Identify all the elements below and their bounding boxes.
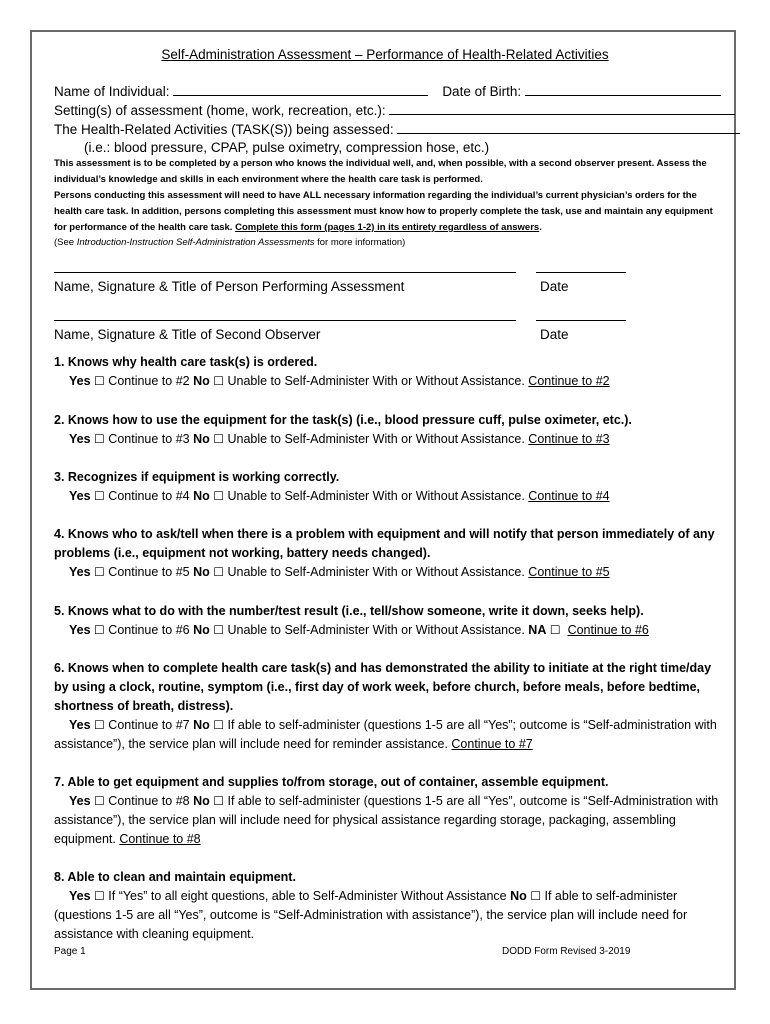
yes-checkbox[interactable]: ☐ xyxy=(94,432,105,446)
question-1 xyxy=(54,353,719,391)
question-text: 1. Knows why health care task(s) is ordered. xyxy=(54,355,318,369)
continue-link: Continue to #4 xyxy=(528,489,610,503)
yes-checkbox[interactable]: ☐ xyxy=(94,374,105,388)
na-label: NA xyxy=(528,623,547,637)
task-examples: (i.e.: blood pressure, CPAP, pulse oximetry, compression hose, etc.) xyxy=(84,140,490,155)
no-checkbox[interactable]: ☐ xyxy=(213,374,224,388)
no-checkbox[interactable]: ☐ xyxy=(213,623,224,637)
no-checkbox[interactable]: ☐ xyxy=(530,889,542,903)
question-4 xyxy=(54,525,719,582)
question-text: 7. Able to get equipment and supplies to/from storage, out of container, assemble equipment. xyxy=(54,775,609,789)
question-3 xyxy=(54,468,719,506)
no-checkbox[interactable]: ☐ xyxy=(213,565,224,579)
no-checkbox[interactable]: ☐ xyxy=(213,718,224,732)
yes-checkbox[interactable]: ☐ xyxy=(94,565,105,579)
name-label: Name of Individual: xyxy=(54,84,174,99)
yes-checkbox[interactable]: ☐ xyxy=(94,889,105,903)
performer-signature-line[interactable] xyxy=(54,272,516,273)
tasks-input-line[interactable] xyxy=(397,121,740,134)
continue-link: Continue to #2 xyxy=(528,374,610,388)
question-text: 6. Knows when to complete health care task(s) and has demonstrated the ability to initiate at the right time/day by using a clock, routine, symptom (i.e., first day of work week, before church, before meals, before bedtime, shortness of breath, distress). xyxy=(54,661,712,713)
question-7 xyxy=(54,773,719,849)
instruction-paragraph-1: This assessment is to be completed by a person who knows the individual well, and, when possible, with a second observer present. Assess the individual’s knowledge and skills in each environment where the health care task is performed. xyxy=(54,158,707,185)
observer-date-line[interactable] xyxy=(536,320,626,321)
answer-row: Yes ☐ Continue to #7 No ☐ If able to self-administer (questions 1-5 are all “Yes”; outcome is “Self-administration with assistance”), the service plan will include need for reminder assistance. Continue to #7 xyxy=(54,718,717,751)
observer-date-label: Date xyxy=(540,327,569,342)
yes-checkbox[interactable]: ☐ xyxy=(94,489,105,503)
answer-row: Yes ☐ Continue to #3 No ☐ Unable to Self-Administer With or Without Assistance. Continue to #3 xyxy=(69,432,610,446)
tasks-label: The Health-Related Activities (TASK(S)) being assessed: xyxy=(54,122,398,137)
no-checkbox[interactable]: ☐ xyxy=(213,489,224,503)
question-text: 3. Recognizes if equipment is working correctly. xyxy=(54,470,340,484)
page-title: Self-Administration Assessment – Performance of Health-Related Activities xyxy=(161,47,609,62)
answer-row: Yes ☐ Continue to #6 No ☐ Unable to Self-Administer With or Without Assistance. NA ☐ Continue to #6 xyxy=(69,623,649,637)
question-2 xyxy=(54,411,719,449)
continue-link: Continue to #7 xyxy=(451,737,533,751)
answer-row: Yes ☐ Continue to #8 No ☐ If able to self-administer (questions 1-5 are all “Yes”, outcome is “Self-Administration with assistance”), the service plan will include need for physical assistance regarding storage, packaging, assembling equipment. Continue to #8 xyxy=(54,794,719,846)
name-dob-row xyxy=(54,83,721,99)
dob-label: Date of Birth: xyxy=(442,84,525,99)
answer-row: Yes ☐ Continue to #2 No ☐ Unable to Self-Administer With or Without Assistance. Continue to #2 xyxy=(69,374,610,388)
continue-link: Continue to #8 xyxy=(119,832,201,846)
yes-checkbox[interactable]: ☐ xyxy=(94,794,105,808)
question-6 xyxy=(54,659,719,754)
continue-link: Continue to #6 xyxy=(567,623,649,637)
dob-input-line[interactable] xyxy=(525,83,721,96)
yes-checkbox[interactable]: ☐ xyxy=(94,718,105,732)
name-input-line[interactable] xyxy=(173,83,428,96)
form-revision: DODD Form Revised 3-2019 xyxy=(502,946,631,957)
question-5 xyxy=(54,602,719,640)
answer-row: Yes ☐ Continue to #4 No ☐ Unable to Self-Administer With or Without Assistance. Continue to #4 xyxy=(69,489,610,503)
question-text: 2. Knows how to use the equipment for the task(s) (i.e., blood pressure cuff, pulse oximeter, etc.). xyxy=(54,413,632,427)
setting-input-line[interactable] xyxy=(389,102,735,115)
answer-row: Yes ☐ If “Yes” to all eight questions, able to Self-Administer Without Assistance No ☐ If able to self-administer (questions 1-5 are all “Yes”, outcome is “Self-Administration with assistance”), the service plan will include need for assistance with cleaning equipment. xyxy=(54,889,688,941)
question-text: 5. Knows what to do with the number/test result (i.e., tell/show someone, write it down, seeks help). xyxy=(54,604,644,618)
instruction-paragraph-2: Persons conducting this assessment will need to have ALL necessary information regarding the individual’s current physician’s orders for the health care task. In addition, persons completing this assessment must know how to properly complete the task, use and maintain any equipment for performance of the health care task. Complete this form (pages 1-2) in its entirety regardless of answers. xyxy=(54,190,713,233)
question-8 xyxy=(54,868,719,944)
tasks-row xyxy=(54,121,740,137)
performer-date-line[interactable] xyxy=(536,272,626,273)
reference-title: Introduction-Instruction Self-Administration Assessments xyxy=(76,237,315,248)
question-text: 4. Knows who to ask/tell when there is a problem with equipment and will notify that person immediately of any problems (i.e., equipment not working, battery needs changed). xyxy=(54,527,715,560)
performer-date-label: Date xyxy=(540,279,569,294)
observer-signature-label: Name, Signature & Title of Second Observer xyxy=(54,327,321,342)
see-reference: (See Introduction-Instruction Self-Administration Assessments for more information) xyxy=(54,237,406,248)
yes-checkbox[interactable]: ☐ xyxy=(94,623,105,637)
answer-row: Yes ☐ Continue to #5 No ☐ Unable to Self-Administer With or Without Assistance. Continue to #5 xyxy=(69,565,610,579)
no-checkbox[interactable]: ☐ xyxy=(213,794,224,808)
continue-link: Continue to #5 xyxy=(528,565,610,579)
no-checkbox[interactable]: ☐ xyxy=(213,432,224,446)
complete-form-note: Complete this form (pages 1-2) in its entirety regardless of answers xyxy=(235,222,540,233)
performer-signature-label: Name, Signature & Title of Person Performing Assessment xyxy=(54,279,405,294)
continue-link: Continue to #3 xyxy=(528,432,610,446)
setting-label: Setting(s) of assessment (home, work, recreation, etc.): xyxy=(54,103,390,118)
question-text: 8. Able to clean and maintain equipment. xyxy=(54,870,296,884)
na-checkbox[interactable]: ☐ xyxy=(549,623,561,637)
observer-signature-line[interactable] xyxy=(54,320,516,321)
page-number: Page 1 xyxy=(54,946,86,957)
setting-row xyxy=(54,102,735,118)
